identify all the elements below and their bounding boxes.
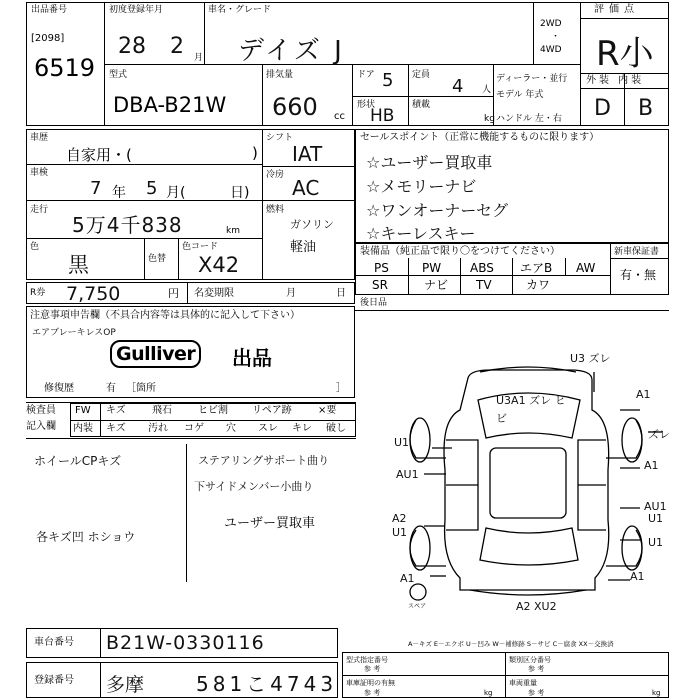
form-label-4: 車両重量 xyxy=(509,679,537,687)
ref-label-3: 参 考 xyxy=(364,689,381,697)
mark-2: A1 xyxy=(636,388,651,401)
shift-label: シフト xyxy=(266,133,294,143)
insp-r1-fw: FW xyxy=(75,405,91,416)
plate-label: 登録番号 xyxy=(34,675,74,686)
mark-5: U1 xyxy=(394,436,410,449)
ac: AC xyxy=(292,176,320,200)
insp-month-unit: 月( xyxy=(166,185,186,201)
equip-airbag: エアB xyxy=(520,261,553,275)
insp-r1-scratch: キズ xyxy=(106,405,126,416)
fuel-light: 軽油 xyxy=(290,240,317,255)
equip-abs: ABS xyxy=(470,261,494,275)
mark-13: A1 xyxy=(630,570,645,583)
plate-num: 581こ4743 xyxy=(196,672,338,696)
doors-label: ドア xyxy=(357,70,375,80)
insp-r1-repair: リペア跡 xyxy=(252,405,292,416)
fuel-gas: ガソリン xyxy=(290,218,334,231)
mark-11: U1 xyxy=(648,536,664,549)
ac-label: 冷房 xyxy=(266,170,285,180)
load-label: 積載 xyxy=(412,100,431,110)
remark-5: 各キズ凹 ホショウ xyxy=(36,530,136,544)
cc: 660 xyxy=(272,93,318,121)
stamp-text: 出品 xyxy=(232,346,272,370)
inspection-label: 車検 xyxy=(30,168,49,178)
insp-r2-tear: 破し xyxy=(326,423,346,434)
sales-item-1: ☆ユーザー買取車 xyxy=(366,153,493,172)
name-change-unit: 月 xyxy=(286,288,296,299)
form-label-1: 型式指定番号 xyxy=(346,656,388,664)
color-code: X42 xyxy=(198,253,240,277)
drive-dot: ・ xyxy=(551,32,561,42)
model-year-label: モデル 年式 xyxy=(496,90,544,100)
reg-month: 2 xyxy=(170,34,184,59)
insp-r2-interior: 内装 xyxy=(73,423,93,434)
insp-r2-burn: コゲ xyxy=(184,423,204,434)
insp-day-unit: 日) xyxy=(230,185,250,201)
insp-r2-cut: キレ xyxy=(292,423,312,434)
shift: IAT xyxy=(292,142,323,166)
ref-label-2: 参 考 xyxy=(528,665,545,673)
cc-unit: cc xyxy=(334,111,345,122)
remark-4: ユーザー買取車 xyxy=(224,516,316,531)
name-label: 車名・グレード xyxy=(208,5,272,15)
color-change-label: 色替 xyxy=(148,254,167,264)
color: 黒 xyxy=(68,253,89,277)
handle-label: ハンドル 左・右 xyxy=(496,114,562,124)
insp-r2-rub: スレ xyxy=(258,423,278,434)
mileage-label: 走行 xyxy=(30,205,49,215)
cc-label: 排気量 xyxy=(266,70,294,80)
insp-r2-dirt: 汚れ xyxy=(148,423,168,434)
new-car-label: 新車保証書 xyxy=(614,247,660,257)
repair-place: ［箇所 xyxy=(126,383,156,394)
ext-int-label: 外装 内装 xyxy=(586,75,645,86)
equip-sr: SR xyxy=(372,278,388,292)
sales-label: セールスポイント（正常に機能するものに限ります） xyxy=(360,132,600,143)
lot-sub: [2098] xyxy=(31,33,65,44)
dealer-label: ディーラー・並行 xyxy=(496,74,568,84)
notes-label: 注意事項申告欄（不具合内容等は具体的に記入して下さい） xyxy=(30,310,300,321)
mark-14: A2 XU2 xyxy=(516,600,557,613)
seats-label: 定員 xyxy=(412,70,431,80)
mark-10: U1 xyxy=(648,512,664,525)
mark-12: A1 xyxy=(400,572,415,585)
mark-8: AU1 xyxy=(644,500,667,513)
notes-text: エアブレーキレスOP xyxy=(32,328,116,338)
name-change-day: 日 xyxy=(336,288,346,299)
ref-label-1: 参 考 xyxy=(364,665,381,673)
color-code-label: 色コード xyxy=(182,242,219,252)
mileage: 5万4千838 xyxy=(72,213,183,237)
mark-7: AU1 xyxy=(396,468,419,481)
chassis: B21W-0330116 xyxy=(106,632,265,654)
repair-label: 修復歴 xyxy=(44,383,74,394)
drive-2wd: 2WD xyxy=(540,19,562,29)
mark-9: A2 U1 xyxy=(392,512,408,539)
body: HB xyxy=(370,106,395,126)
remark-3: 下サイドメンバー小曲り xyxy=(194,480,314,493)
mark-1: U3 ズレ xyxy=(570,352,611,365)
reg-month-unit: 月 xyxy=(194,53,204,63)
model: DBA-B21W xyxy=(113,93,227,117)
doors: 5 xyxy=(382,70,394,91)
lot-label: 出品番号 xyxy=(31,5,68,15)
mark-4: ズレ xyxy=(648,428,670,441)
int-score: B xyxy=(638,96,654,121)
insp-r2-hole: 穴 xyxy=(226,423,236,434)
sales-item-4: ☆キーレスキー xyxy=(366,224,476,243)
ref-label-4: 参 考 xyxy=(528,689,545,697)
insp-year-unit: 年 xyxy=(112,185,126,201)
warranty: 有・無 xyxy=(620,268,657,282)
insp-r1-stone: 飛石 xyxy=(152,405,172,416)
form-label-2: 類別区分番号 xyxy=(509,656,551,664)
equip-ps: PS xyxy=(374,261,389,275)
remark-1: ホイールCPキズ xyxy=(34,454,122,468)
equip-leather: カワ xyxy=(526,278,551,292)
insp-month: 5 xyxy=(146,178,158,199)
recycle-unit: 円 xyxy=(168,287,179,300)
recycle-label: R券 xyxy=(30,288,46,298)
equip-tv: TV xyxy=(476,278,492,292)
repair-close: ］ xyxy=(336,383,346,394)
history-label: 車歴 xyxy=(30,133,49,143)
reg-year: 28 xyxy=(118,34,146,59)
equipment-label: 装備品（純正品で限り〇をつけてください） xyxy=(360,246,560,257)
ext-score: D xyxy=(594,96,611,121)
name-change-label: 名変期限 xyxy=(194,288,234,299)
model-label: 型式 xyxy=(109,70,128,80)
kg-label-1: kg xyxy=(484,689,493,697)
equip-pw: PW xyxy=(422,261,442,275)
form-label-3: 車庫証明の有無 xyxy=(346,679,395,687)
sales-item-2: ☆メモリーナビ xyxy=(366,177,477,196)
history-close: ) xyxy=(252,144,258,162)
mark-3: U3A1 ズレ ヒビ xyxy=(496,394,566,425)
chassis-label: 車台番号 xyxy=(34,637,74,648)
seats-unit: 人 xyxy=(482,85,492,95)
rear-label: 後日品 xyxy=(360,298,388,308)
body-label: 形状 xyxy=(357,100,376,110)
color-label: 色 xyxy=(30,242,40,252)
lot-number: 6519 xyxy=(34,54,96,82)
insp-r2-scratch: キズ xyxy=(106,423,126,434)
sales-item-3: ☆ワンオーナーセグ xyxy=(366,201,509,220)
drive-4wd: 4WD xyxy=(540,45,562,55)
plate-area: 多摩 xyxy=(106,674,145,696)
equip-aw: AW xyxy=(576,261,596,275)
repair-has: 有 xyxy=(106,383,116,394)
load-unit: kg xyxy=(484,114,495,124)
insp-r1-crack: ヒビ割 xyxy=(198,405,228,416)
reg-label: 初度登録年月 xyxy=(109,5,164,15)
recycle: 7,750 xyxy=(66,283,121,305)
equip-navi: ナビ xyxy=(424,278,449,292)
eval-score: R小 xyxy=(596,34,654,74)
insp-year: 7 xyxy=(90,178,102,199)
inspector-label-2: 記入欄 xyxy=(26,421,56,432)
car-name: デイズ J xyxy=(238,36,345,66)
remark-2: ステアリングサポート曲り xyxy=(198,454,330,467)
mileage-unit: km xyxy=(226,226,240,236)
eval-label: 評価点 xyxy=(594,4,639,15)
history-value: 自家用・( xyxy=(66,146,132,164)
fuel-label: 燃料 xyxy=(266,205,285,215)
inspector-label-1: 検査員 xyxy=(26,405,56,416)
kg-label-2: kg xyxy=(652,689,661,697)
spare-label: スペア xyxy=(408,603,427,610)
legend: A－キズ E－エクボ U－凹み W－補修跡 S－サビ C－腐食 XX－交換済 xyxy=(408,640,614,648)
mark-6: A1 xyxy=(644,459,659,472)
stamp-brand: Gulliver xyxy=(116,343,196,365)
insp-r1-req: ×要 xyxy=(318,405,337,416)
seats: 4 xyxy=(452,76,464,97)
